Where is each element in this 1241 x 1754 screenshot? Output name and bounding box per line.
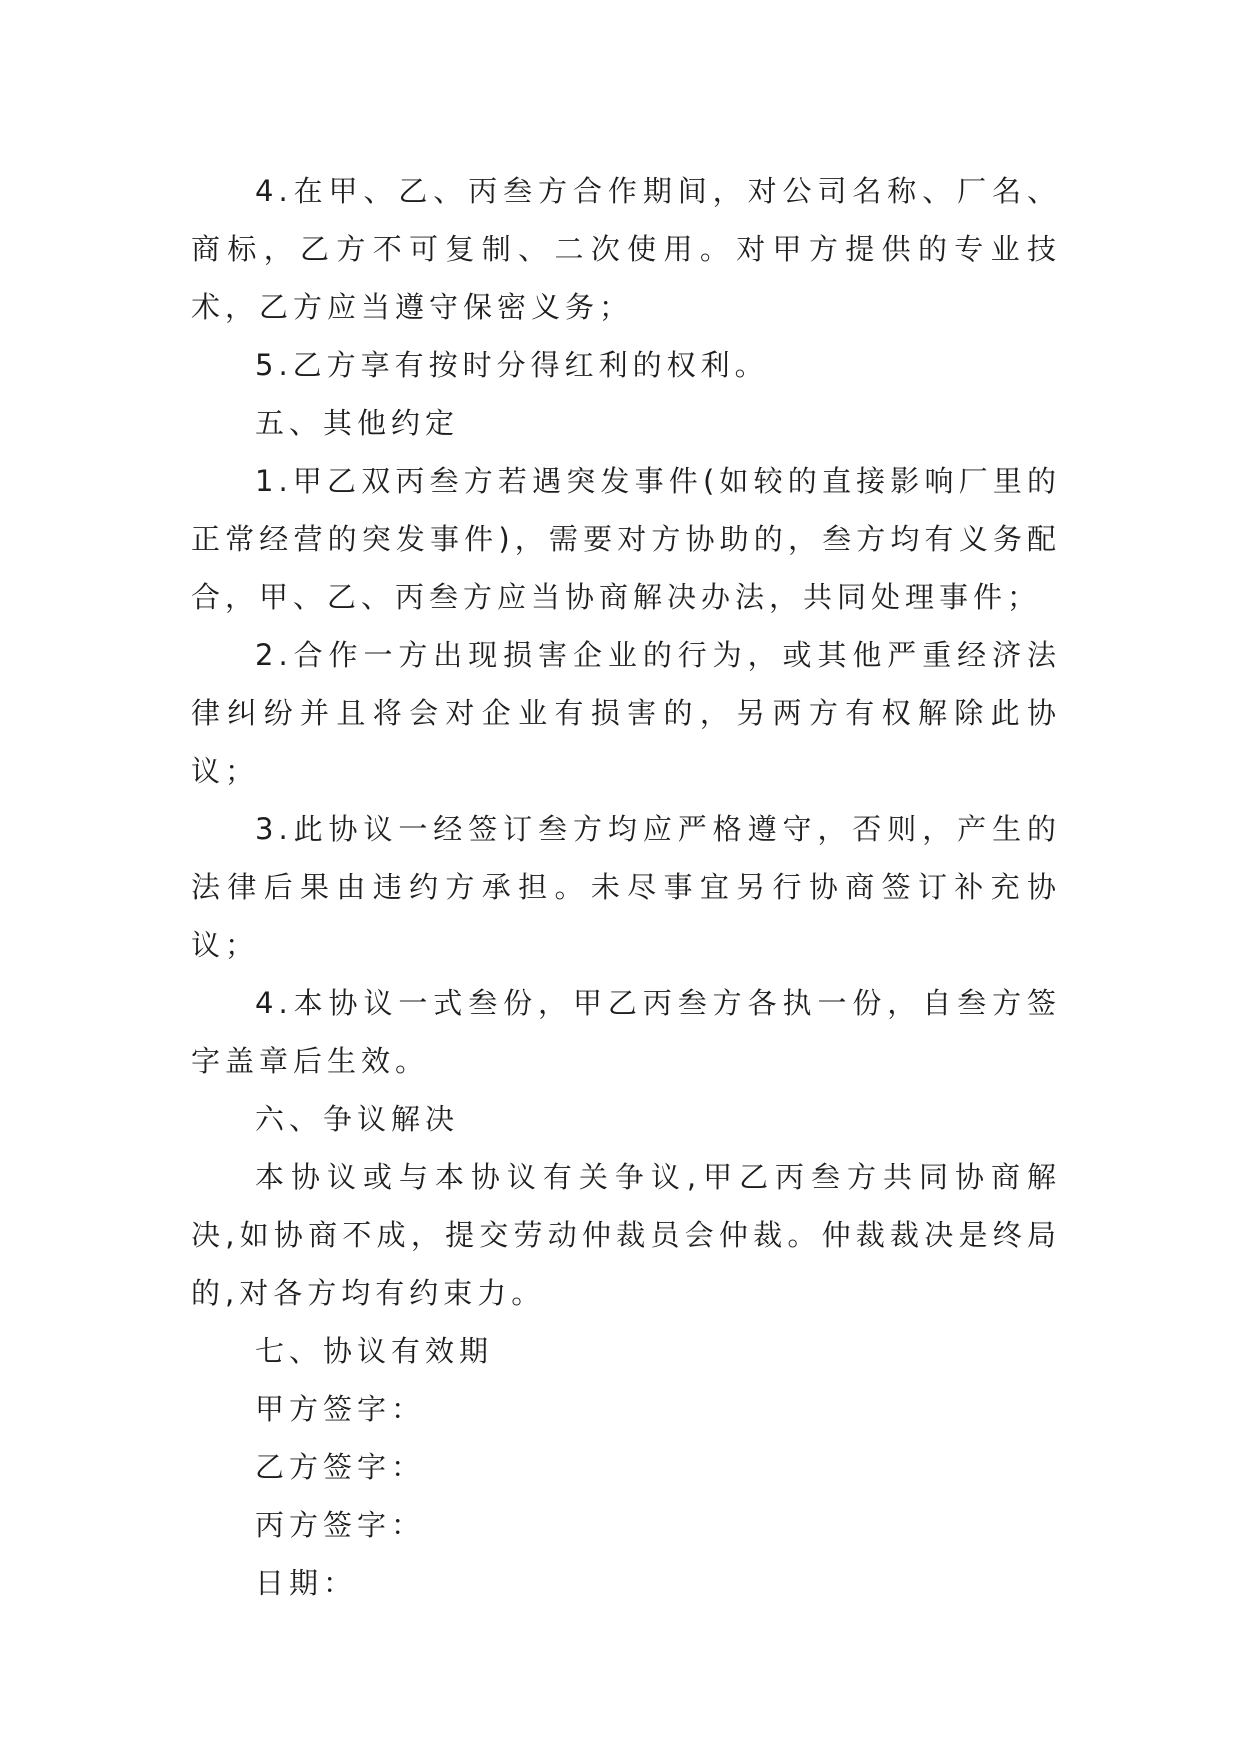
section-heading-dispute-resolution: 六、争议解决 bbox=[255, 1102, 460, 1136]
other-terms-item-1: 1.甲乙双丙叁方若遇突发事件(如较的直接影响厂里的正常经营的突发事件)，需要对方协助的，叁方均有义务配合，甲、乙、丙叁方应当协商解决办法，共同处理事件； bbox=[191, 464, 1061, 614]
party-c-signature-line: 丙方签字： bbox=[255, 1508, 426, 1542]
dispute-resolution-text: 本协议或与本协议有关争议,甲乙丙叁方共同协商解决,如协商不成，提交劳动仲裁员会仲裁。仲裁裁决是终局的,对各方均有约束力。 bbox=[191, 1160, 1061, 1310]
party-b-signature-line: 乙方签字： bbox=[255, 1450, 426, 1484]
section-heading-validity-period: 七、协议有效期 bbox=[255, 1334, 494, 1368]
clause-5-dividend-right: 5.乙方享有按时分得红利的权利。 bbox=[255, 348, 769, 382]
other-terms-item-3: 3.此协议一经签订叁方均应严格遵守，否则，产生的法律后果由违约方承担。未尽事宜另行协商签订补充协议； bbox=[191, 812, 1061, 962]
section-heading-other-terms: 五、其他约定 bbox=[255, 406, 460, 440]
other-terms-item-2: 2.合作一方出现损害企业的行为，或其他严重经济法律纠纷并且将会对企业有损害的，另两方有权解除此协议； bbox=[191, 638, 1061, 788]
document-body bbox=[191, 162, 1061, 1612]
clause-4-confidentiality: 4.在甲、乙、丙叁方合作期间，对公司名称、厂名、商标，乙方不可复制、二次使用。对甲方提供的专业技术，乙方应当遵守保密义务； bbox=[191, 174, 1061, 324]
other-terms-item-4: 4.本协议一式叁份，甲乙丙叁方各执一份，自叁方签字盖章后生效。 bbox=[191, 986, 1061, 1078]
date-line: 日期： bbox=[255, 1566, 358, 1600]
party-a-signature-line: 甲方签字： bbox=[255, 1392, 426, 1426]
